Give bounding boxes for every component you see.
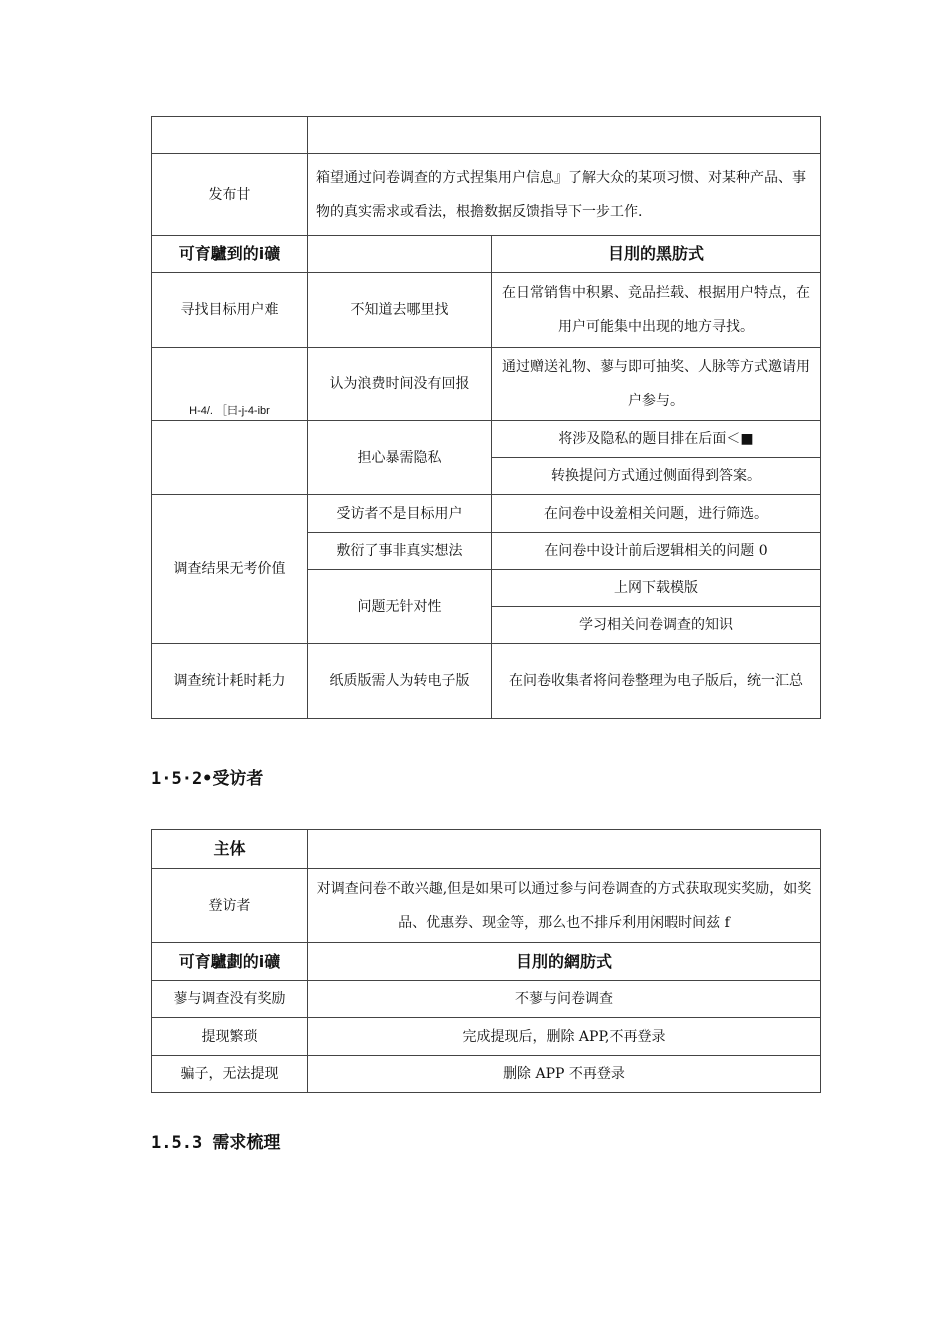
solution-cell: 在问卷中设计前后逻辑相关的问题 0 (492, 533, 821, 570)
solution-cell: 在问卷收集者将问卷整理为电子版后，统一汇总 (492, 644, 821, 719)
table-row (152, 273, 821, 348)
solution-cell: 上网下载模版 (492, 570, 821, 607)
table-cell (152, 117, 308, 154)
problem-solution-table (151, 116, 821, 719)
section-heading: 1·5·2•受访者 (151, 769, 264, 789)
reason-cell: 问题无针对性 (308, 570, 492, 644)
table-header-row (152, 236, 821, 273)
visitor-description: 对调查问卷不敢兴趣,但是如果可以通过参与问卷调查的方式获取现实奖励，如奖品、优惠券、现金等，那么也不排斥利用闲暇时间兹 f (308, 869, 821, 943)
problem-cell: 蓼与调查没有奖励 (152, 981, 308, 1018)
section-heading: 1.5.3 需求梳理 (151, 1133, 281, 1153)
subject-label: 主体 (152, 830, 308, 869)
problem-cell: H-4/. ［曰-j-4-ibr (152, 348, 308, 421)
table-cell (308, 117, 821, 154)
header-problem: 可育驢到的ⅰ礦 (152, 236, 308, 273)
table-header-row (152, 830, 821, 869)
solution-cell: 在问卷中设羞相关问题，进行筛选。 (492, 495, 821, 533)
problem-cell: 调查结果无考价值 (152, 495, 308, 644)
solution-cell: 删除 APP 不再登录 (308, 1056, 821, 1093)
problem-cell: 调查统计耗时耗力 (152, 644, 308, 719)
solution-cell: 学习相关问卷调查的知识 (492, 607, 821, 644)
table-row (152, 154, 821, 236)
solution-cell: 通过赠送礼物、蓼与即可抽奖、人脉等方式邀请用户参与。 (492, 348, 821, 421)
table-row (152, 117, 821, 154)
reason-cell: 纸质版需人为转电子版 (308, 644, 492, 719)
table-header-row (152, 943, 821, 981)
problem-cell: 骗子，无法提现 (152, 1056, 308, 1093)
header-empty (308, 236, 492, 273)
publisher-description: 箱望通过问卷调查的方式捏集用户信息』了解大众的某项习惯、对某种产品、事物的真实需求或看法，根擔数据反馈指导下一步工作. (308, 154, 821, 236)
table-row (152, 869, 821, 943)
visitor-label: 登访者 (152, 869, 308, 943)
solution-cell: 转换提问方式通过侧面得到答案。 (492, 458, 821, 495)
table-row (152, 1056, 821, 1093)
publisher-label: 发布甘 (152, 154, 308, 236)
problem-cell (152, 421, 308, 495)
reason-cell: 受访者不是目标用户 (308, 495, 492, 533)
solution-cell: 不蓼与问卷调查 (308, 981, 821, 1018)
reason-cell: 敷衍了事非真实想法 (308, 533, 492, 570)
table-row (152, 348, 821, 421)
solution-cell: 在日常销售中积累、竞品拦载、根据用户特点，在用户可能集中出现的地方寻找。 (492, 273, 821, 348)
table-row (152, 1018, 821, 1056)
header-problem: 可育驢劃的ⅰ礦 (152, 943, 308, 981)
problem-cell: 寻找目标用户难 (152, 273, 308, 348)
solution-cell: 完成提现后，删除 APP,不再登录 (308, 1018, 821, 1056)
table-row (152, 981, 821, 1018)
table-row (152, 495, 821, 533)
subject-value (308, 830, 821, 869)
problem-cell: 提现繁琐 (152, 1018, 308, 1056)
reason-cell: 认为浪费时间没有回报 (308, 348, 492, 421)
solution-cell: 将涉及隐私的题目排在后面＜■ (492, 421, 821, 458)
table-row (152, 644, 821, 719)
visitor-table (151, 829, 821, 1093)
table-row (152, 421, 821, 458)
reason-cell: 不知道去哪里找 (308, 273, 492, 348)
header-solution: 目刖的黑肪式 (492, 236, 821, 273)
reason-cell: 担心暴需隐私 (308, 421, 492, 495)
header-solution: 目刖的網肪式 (308, 943, 821, 981)
